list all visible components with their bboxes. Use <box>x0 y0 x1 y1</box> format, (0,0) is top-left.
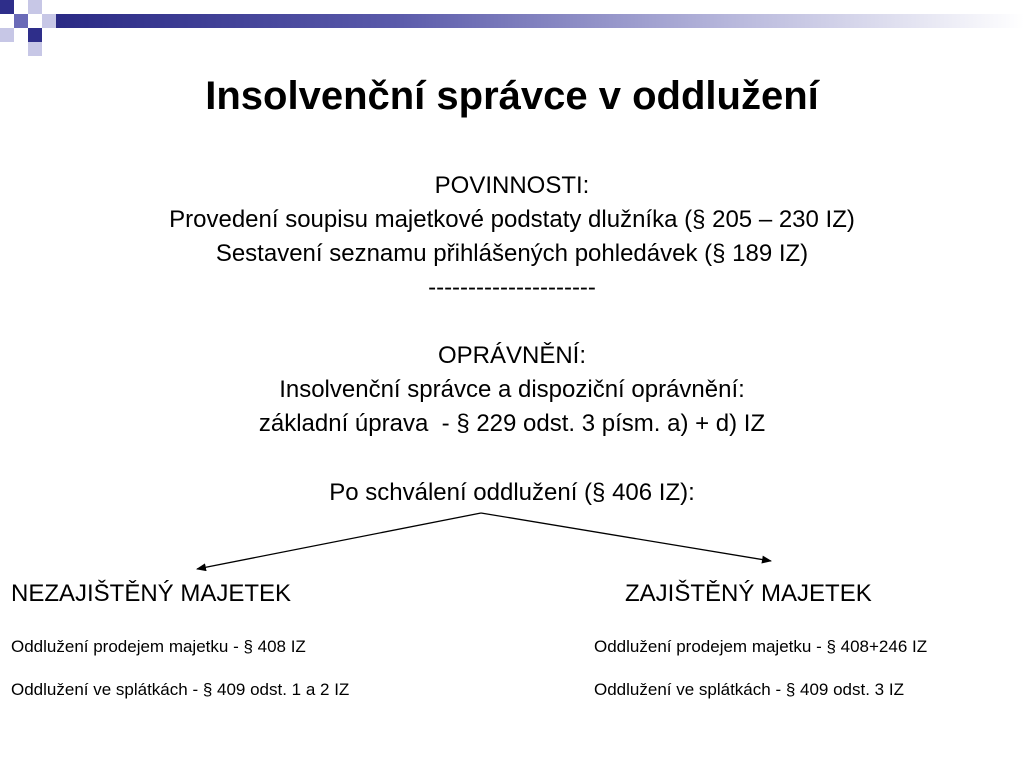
secured-heading: ZAJIŠTĚNÝ MAJETEK <box>625 580 872 607</box>
duties-heading: POVINNOSTI: <box>434 172 590 199</box>
rights-line-1: Insolvenční správce a dispoziční oprávnění: <box>279 376 745 403</box>
unsecured-heading: NEZAJIŠTĚNÝ MAJETEK <box>11 580 292 607</box>
rights-line-2: základní úprava - § 229 odst. 3 písm. a) + d) IZ <box>258 410 766 437</box>
unsecured-item-1: Oddlužení prodejem majetku - § 408 IZ <box>11 637 306 656</box>
arrow-to-secured <box>481 513 771 561</box>
after-approval-text: Po schválení oddlužení (§ 406 IZ): <box>329 479 695 506</box>
rights-heading: OPRÁVNĚNÍ: <box>437 342 587 369</box>
arrow-to-unsecured <box>197 513 481 569</box>
unsecured-item-2: Oddlužení ve splátkách - § 409 odst. 1 a 2 IZ <box>11 680 350 699</box>
separator: --------------------- <box>428 274 596 301</box>
secured-item-1: Oddlužení prodejem majetku - § 408+246 IZ <box>594 637 928 656</box>
duties-line-2: Sestavení seznamu přihlášených pohledávek (§ 189 IZ) <box>215 240 809 267</box>
slide-title: Insolvenční správce v oddlužení <box>205 74 819 118</box>
duties-line-1: Provedení soupisu majetkové podstaty dlužníka (§ 205 – 230 IZ) <box>169 206 855 233</box>
secured-item-2: Oddlužení ve splátkách - § 409 odst. 3 IZ <box>594 680 904 699</box>
